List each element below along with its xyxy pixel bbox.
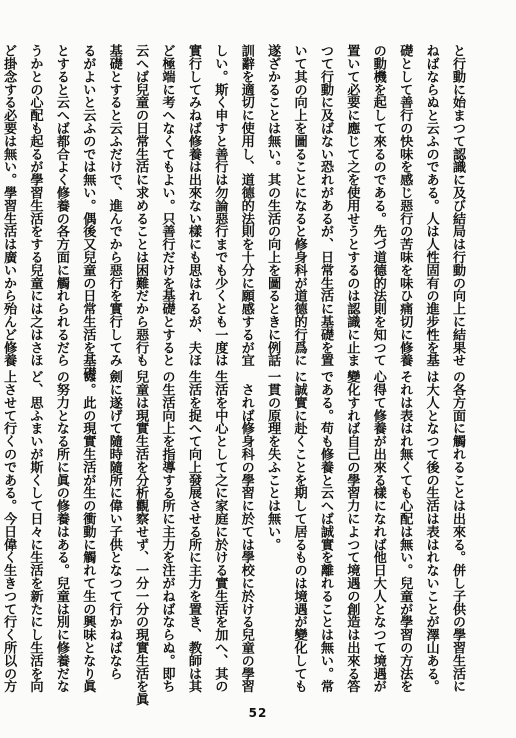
text-column: 置いて必要に應じて之を使用せうとするのは認識に止ま — [344, 44, 360, 367]
text-column: うかとの心配も起るが學習生活をする兒童には之はさほ — [27, 44, 43, 367]
page-number: 52 — [248, 706, 268, 720]
text-column: 基礎とすると云ふだけで、進んでから惡行を實行してみ — [106, 44, 122, 367]
text-column: の努力となる所に眞の修養はある。兒童は別に修養だな — [53, 370, 69, 693]
text-column: 礎として善行の快味を感じ惡行の苦味を味ひ痛切に修養 — [397, 44, 413, 367]
text-column: 訓辭を適切に使用し、道德的法則を十分に願感するが宜 — [238, 44, 254, 367]
text-column: しい。斯く申すと善行は勿論惡行までも少くとも一度は — [212, 44, 228, 367]
text-column: ねばならぬと云ふのである。人は人性固有の進步性を基 — [423, 44, 439, 367]
text-column: である。苟も修養と云へば誠實を離れることは無い。常 — [317, 370, 333, 693]
text-column: と行動に始まつて認識に及び結局は行動の向上に結果せ — [450, 44, 465, 367]
text-column: 生活を中心として之に家庭に於ける實生活を加へ、其の — [212, 370, 228, 693]
text-column: 劍に遂げて隨時隨所に偉い子供となつて行かねばなら — [106, 370, 122, 680]
text-column: 一貫の原理を失ふことは無い。 — [265, 370, 281, 551]
text-column: 實行してみねば修養は出來ない樣にも思はれるが、夫ほ — [185, 44, 201, 367]
text-column: 云へば兒童の日常生活に求めることは困難だから惡行も — [133, 44, 149, 367]
text-column: るがよいと云ふのでは無い。偶後又兒童の日常生活を基礎 — [80, 44, 96, 380]
upper-text-block — [1, 44, 470, 380]
text-column: に誠實に赴くことを期して居るものは境遇が變化しても — [291, 370, 307, 693]
text-column: 遂ざかることは無い。其の生活の向上を圖るときに例話 — [265, 44, 281, 367]
text-column: とすると云へば都合よく修養の各方面に觸れられるだら — [53, 44, 69, 367]
text-column: ど極端に考へなくてもよい。只善行だけを基礎とすると — [159, 44, 175, 367]
text-column: ぬ。此の現實生活が生の衝動に觸れて生の興味となり眞 — [80, 370, 96, 693]
text-column: の各方面に觸れることは出來る。併し子供の學習生活に — [450, 370, 465, 693]
text-column: 上させて行くのである。今日偉く生きつて行く所以の方 — [1, 370, 17, 693]
text-column: の生活向上を指導する所に主力を注がねばならぬ。即ち — [159, 370, 175, 693]
text-column: いて其の向上を圖ることになると修身科が道德的行爲に — [291, 44, 307, 367]
text-column: 兒童は現實生活を分析觀察せず、一分一分の現實生活を眞 — [133, 370, 149, 706]
text-column: つて行動に及ばない恐れがあるが、日常生活に基礎を置 — [317, 44, 333, 367]
text-column: ど、思ふまいが斯くして日々に生活を新たにし生活を向 — [27, 370, 43, 693]
text-column: 變化すれば自己の學習力によつて境遇の創造は出來る答 — [344, 370, 360, 693]
text-column: 心得て修養が出來る樣になれば他日大人となつて境遇が — [370, 370, 386, 693]
text-column: の動機を起して來るのである。先づ道德的法則を知つて — [370, 44, 386, 367]
text-column: それは表はれ無くても心配は無い。兒童が學習の方法を — [397, 370, 413, 693]
text-column: ど掛念する必要は無い。學習生活は廣いから殆んど修養 — [1, 44, 17, 367]
lower-text-block — [1, 370, 470, 706]
text-column: 生活を捉へて向上發展させる所に主力を置き、教師は其 — [185, 370, 201, 693]
text-column: されば修身科の學習に於ては學校に於ける兒童の學習 — [238, 370, 254, 693]
text-column: は大人となつて後の生活は表はれないことが澤山ある。 — [423, 370, 439, 693]
